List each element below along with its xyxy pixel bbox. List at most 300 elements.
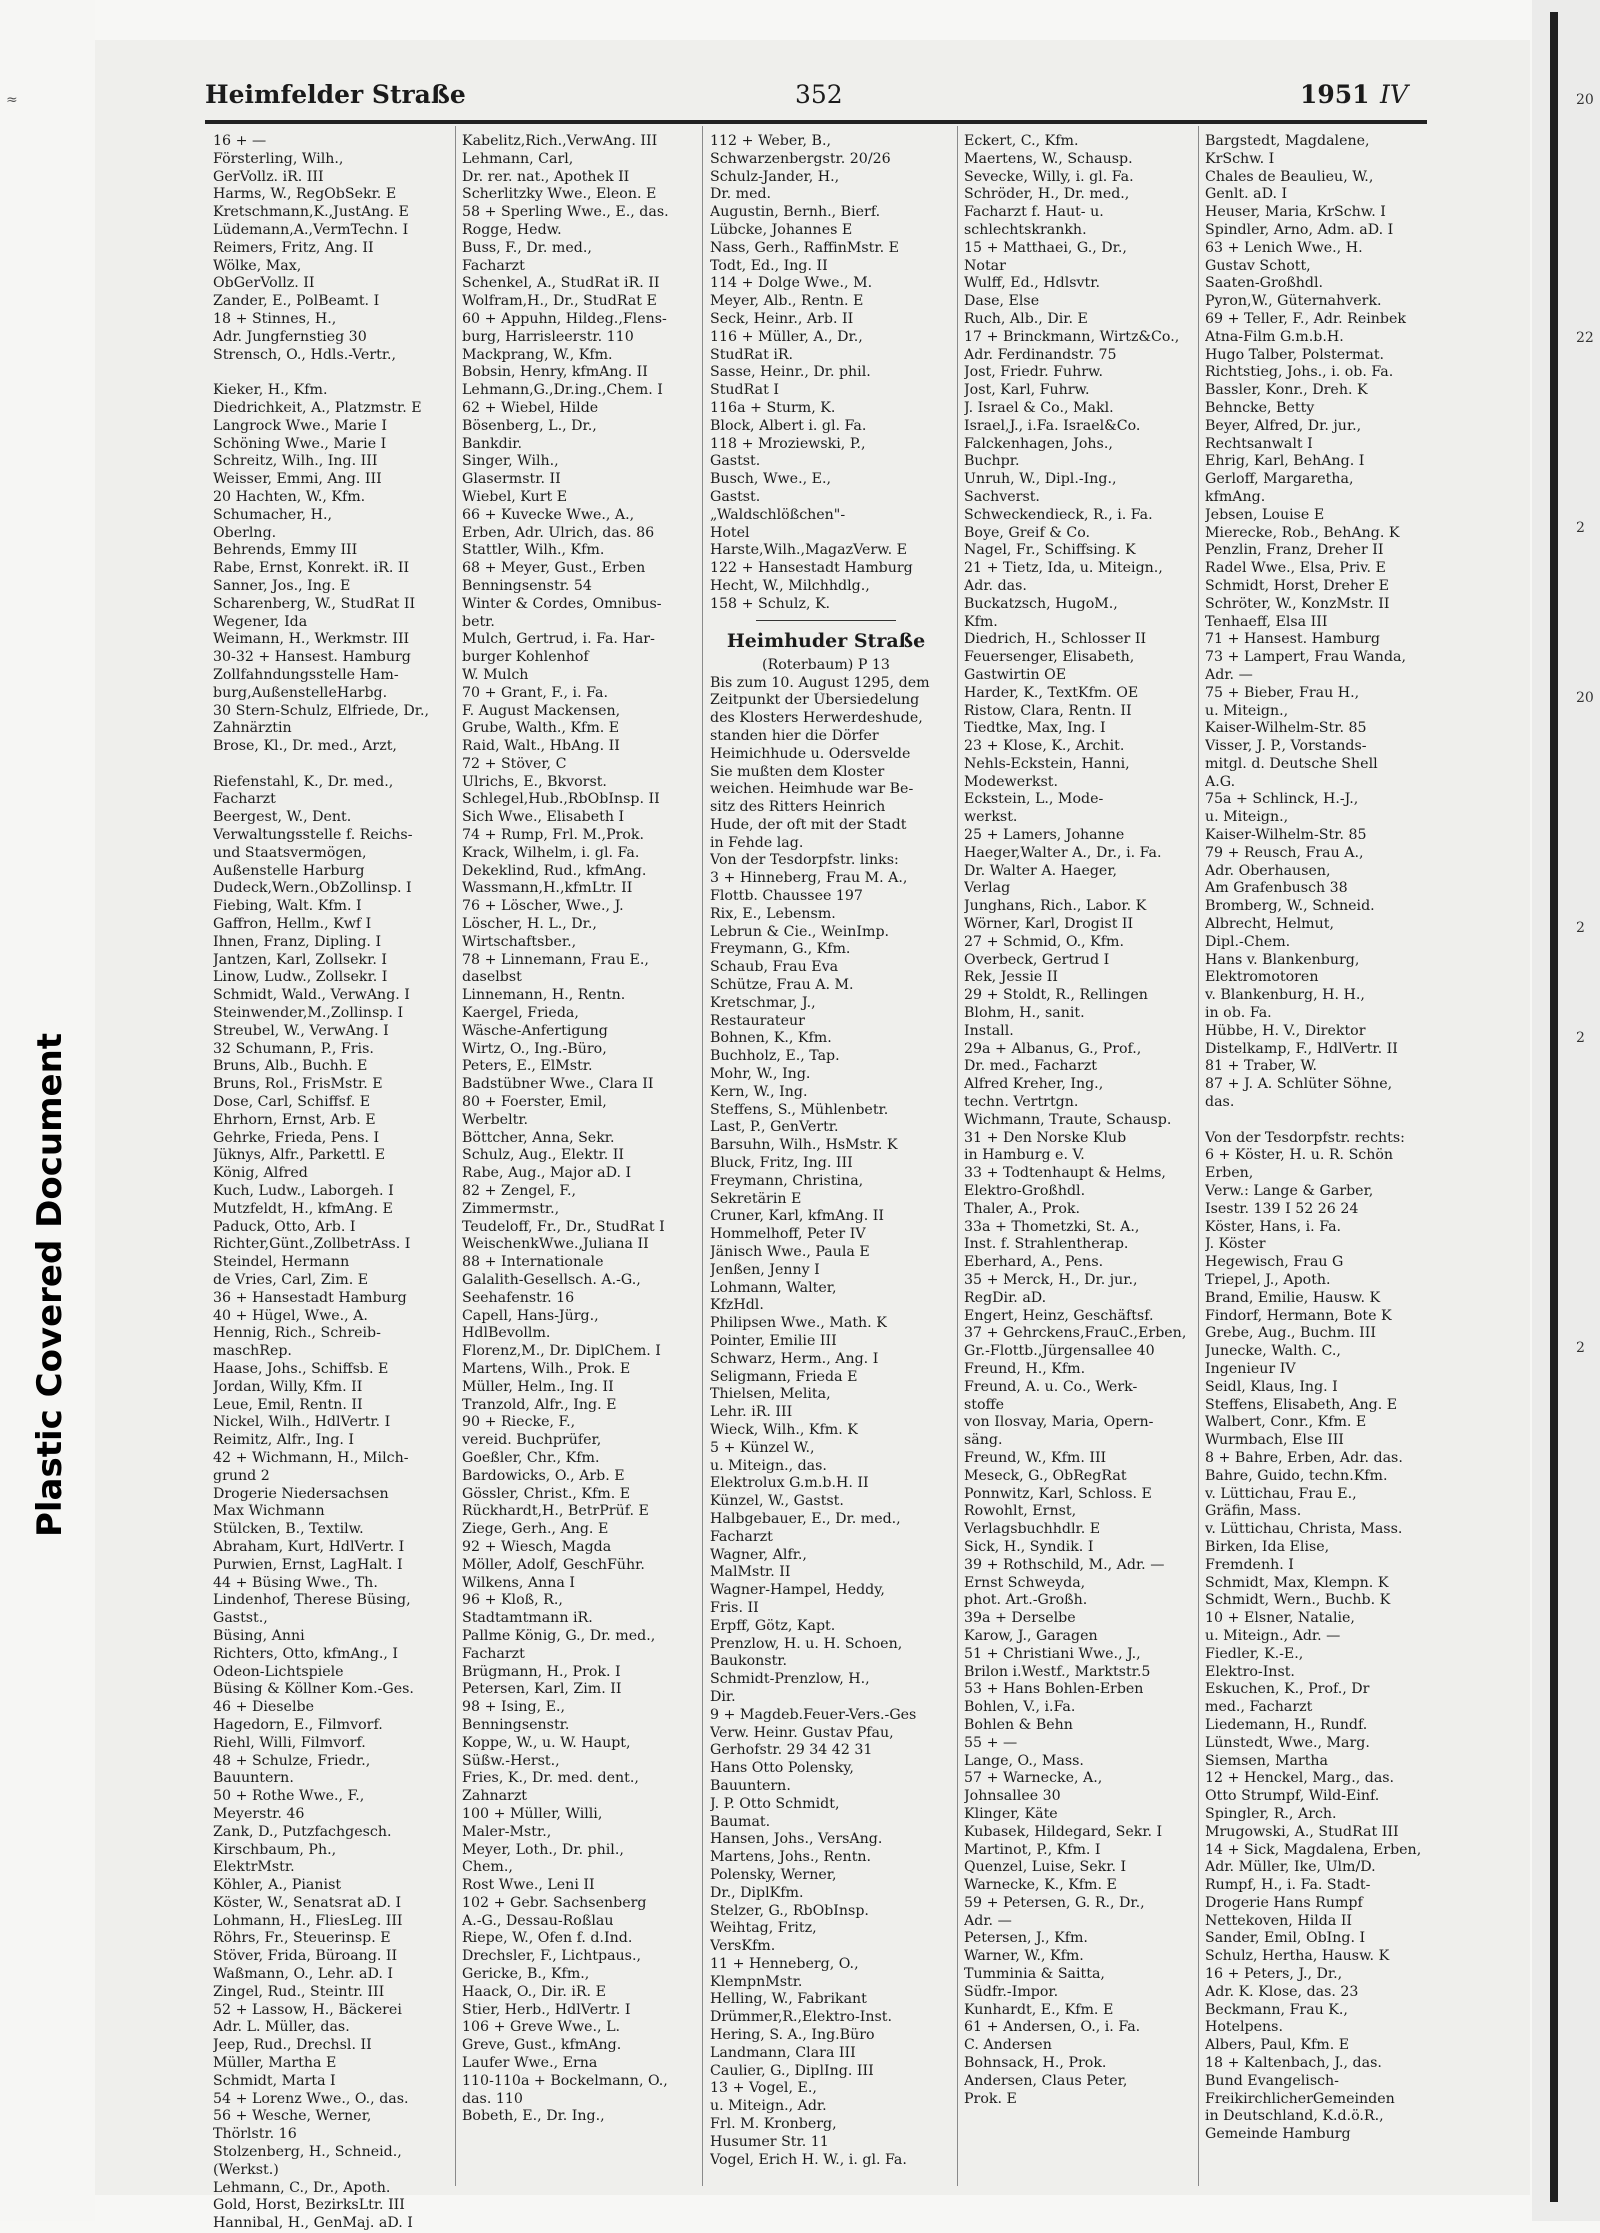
directory-entry: 39 + Rothschild, M., Adr. — [964,1556,1165,1573]
directory-entry: KlempnMstr. [710,1973,803,1990]
directory-entry: Dase, Else [964,293,1040,310]
directory-entry: 42 + Wichmann, H., Milch- [213,1449,409,1466]
directory-entry: 55 + — [964,1734,1018,1751]
directory-entry: 9 + Magdeb.Feuer-Vers.-Ges [710,1706,917,1723]
directory-entry: Verlag [964,880,1011,897]
directory-entry: Seligmann, Frieda E [710,1368,858,1385]
directory-entry: Buckatzsch, HugoM., [964,595,1118,612]
directory-entry: Husumer Str. 11 [710,2133,829,2150]
directory-entry: Wörner, Karl, Drogist II [964,916,1134,933]
directory-entry: Augustin, Bernh., Bierf. [710,204,881,221]
column-divider [957,126,958,2186]
directory-entry: Schmidt, Wald., VerwAng. I [213,987,410,1004]
directory-entry: 15 + Matthaei, G., Dr., [964,239,1127,256]
directory-entry: Ernst Schweyda, [964,1574,1086,1591]
directory-entry: Stadtamtmann iR. [462,1610,593,1627]
directory-entry: Bund Evangelisch- [1205,2072,1339,2089]
directory-entry: Albrecht, Helmut, [1205,916,1334,933]
directory-entry: Bobeth, E., Dr. Ing., [462,2108,605,2125]
directory-entry: Erpff, Götz, Kapt. [710,1617,836,1634]
directory-entry: burger Kohlenhof [462,649,589,666]
directory-entry: Künzel, W., Gastst. [710,1493,844,1510]
directory-entry: Jeep, Rud., Drechsl. II [213,2037,372,2054]
directory-entry: Hotel [710,524,750,541]
directory-entry: Singer, Wilh., [462,453,559,470]
directory-entry: 31 + Den Norske Klub [964,1129,1127,1146]
directory-entry: Todt, Ed., Ing. II [710,257,828,274]
directory-entry: Adr. das. [964,577,1027,594]
directory-entry: Elektro-Großhdl. [964,1183,1086,1200]
directory-entry: Teudeloff, Fr., Dr., StudRat I [462,1218,665,1235]
directory-entry: Adr. K. Klose, das. 23 [1205,1983,1359,2000]
directory-entry: Atna-Film G.m.b.H. [1205,328,1344,345]
directory-entry: u. Miteign., das. [710,1457,827,1474]
directory-entry: Rek, Jessie II [964,969,1058,986]
directory-entry: 50 + Rothe Wwe., F., [213,1788,365,1805]
column-divider [1198,126,1199,2186]
directory-entry: 69 + Teller, F., Adr. Reinbek [1205,310,1406,327]
directory-entry: Heimichhude u. Odersvelde [710,745,911,762]
directory-entry: Cruner, Karl, kfmAng. II [710,1208,884,1225]
directory-entry: Busch, Wwe., E., [710,471,831,488]
directory-entry: Kunhardt, E., Kfm. E [964,2001,1114,2018]
directory-entry: Rückhardt,H., BetrPrüf. E [462,1503,649,1520]
directory-entry: Install. [964,1022,1014,1039]
directory-entry: KrSchw. I [1205,150,1275,167]
directory-entry: v. Lüttichau, Frau E., [1205,1485,1357,1502]
directory-entry: RegDir. aD. [964,1289,1047,1306]
directory-entry: (Werkst.) [213,2161,279,2178]
directory-entry: Buchholz, E., Tap. [710,1048,840,1065]
directory-entry: Ponnwitz, Karl, Schloss. E [964,1485,1152,1502]
directory-entry: Helling, W., Fabrikant [710,1991,867,2008]
directory-entry: Bromberg, W., Schneid. [1205,898,1375,915]
directory-entry: u. Miteign., Adr. [710,2098,827,2115]
directory-entry: Gaffron, Hellm., Kwf I [213,916,372,933]
directory-entry: Ihnen, Franz, Dipling. I [213,933,382,950]
directory-entry: Sevecke, Willy, i. gl. Fa. [964,168,1134,185]
directory-entry: Purwien, Ernst, LagHalt. I [213,1556,403,1573]
directory-entry: Köhler, A., Pianist [213,1877,342,1894]
directory-entry: Chem., [462,1859,513,1876]
directory-entry: Zahnärztin [213,720,292,737]
directory-entry: Röhrs, Fr., Steuerinsp. E [213,1930,391,1947]
directory-entry: Seck, Heinr., Arb. II [710,310,854,327]
directory-entry: Richters, Otto, kfmAng., I [213,1645,398,1662]
directory-entry: von Ilosvay, Maria, Opern- [964,1414,1154,1431]
directory-entry: Dekeklind, Rud., kfmAng. [462,862,647,879]
directory-entry: Hans v. Blankenburg, [1205,951,1360,968]
directory-entry: Beergest, W., Dent. [213,809,352,826]
directory-entry: ObGerVollz. II [213,275,315,292]
right-page-edge [1532,0,1600,2221]
directory-entry: Warner, W., Kfm. [964,1948,1084,1965]
directory-entry: 92 + Wiesch, Magda [462,1538,612,1555]
directory-entry: Kern, W., Ing. [710,1083,808,1100]
directory-entry: kfmAng. [1205,488,1266,505]
directory-entry: Erben, [1205,1165,1254,1182]
directory-entry: Schulz-Jander, H., [710,168,840,185]
directory-entry: Drogerie Niedersachsen [213,1485,389,1502]
directory-entry: Schmidt, Marta I [213,2072,336,2089]
directory-entry: Sachverst. [964,488,1040,505]
directory-entry: Schröder, H., Dr. med., [964,186,1130,203]
directory-entry: Kaiser-Wilhelm-Str. 85 [1205,720,1367,737]
directory-entry: Adr. L. Müller, das. [213,2019,350,2036]
directory-entry: Riehl, Willi, Filmvorf. [213,1734,366,1751]
directory-entry: Gössler, Christ., Kfm. E [462,1485,631,1502]
directory-entry: mitgl. d. Deutsche Shell [1205,755,1378,772]
directory-entry: Brilon i.Westf., Marktstr.5 [964,1663,1151,1680]
directory-entry: Rost Wwe., Leni II [462,1877,595,1894]
directory-entry: v. Lüttichau, Christa, Mass. [1205,1521,1403,1538]
directory-entry: Hegewisch, Frau G [1205,1254,1344,1271]
directory-entry: Eberhard, A., Pens. [964,1254,1104,1271]
directory-entry: Blohm, H., sanit. [964,1005,1085,1022]
directory-entry: Adr. Ferdinandstr. 75 [964,346,1117,363]
directory-entry: Bauuntern. [710,1777,791,1794]
directory-entry: und Staatsvermögen, [213,844,367,861]
directory-entry: Freymann, Christina, [710,1172,864,1189]
directory-entry: Verw. Heinr. Gustav Pfau, [710,1724,894,1741]
directory-entry: Riefenstahl, K., Dr. med., [213,773,394,790]
directory-entry: Oberlng. [213,524,277,541]
directory-entry: Wegener, Ida [213,613,308,630]
directory-entry: Junecke, Walth. C., [1205,1343,1341,1360]
directory-entry: burg, Harrisleerstr. 110 [462,328,634,345]
directory-entry: 82 + Zengel, F., [462,1183,577,1200]
directory-entry: Ehrhorn, Ernst, Arb. E [213,1111,376,1128]
directory-entry: Wiebel, Kurt E [462,488,568,505]
directory-entry: Facharzt [710,1528,773,1545]
directory-entry: Chales de Beaulieu, W., [1205,168,1374,185]
directory-entry: Wirtschaftsber., [462,933,577,950]
directory-entry: Köster, Hans, i. Fa. [1205,1218,1342,1235]
directory-entry: Baukonstr. [710,1653,788,1670]
directory-entry: 18 + Kaltenbach, J., das. [1205,2055,1382,2072]
directory-entry [213,756,445,774]
directory-entry: Meyerstr. 46 [213,1805,305,1822]
directory-entry: Schmidt-Prenzlow, H., [710,1671,870,1688]
directory-entry: Lüdemann,A.,VermTechn. I [213,221,409,238]
directory-entry: Wieck, Wilh., Kfm. K [710,1421,858,1438]
directory-entry: 122 + Hansestadt Hamburg [710,560,913,577]
directory-entry: u. Miteign., [1205,809,1289,826]
directory-entry: Benningsenstr. 54 [462,577,592,594]
directory-entry: Fiebing, Walt. Kfm. I [213,898,362,915]
directory-entry: 33a + Thometzki, St. A., [964,1218,1140,1235]
directory-entry: Scherlitzky Wwe., Eleon. E [462,186,657,203]
directory-entry: 98 + Ising, E., [462,1699,565,1716]
directory-entry: Glasermstr. II [462,471,561,488]
directory-entry: Inst. f. Strahlentherap. [964,1236,1129,1253]
directory-entry: Sander, Emil, ObIng. I [1205,1930,1366,1947]
directory-entry: F. August Mackensen, [462,702,621,719]
directory-entry: Peters, E., ElMstr. [462,1058,593,1075]
directory-entry: 79 + Reusch, Frau A., [1205,844,1364,861]
directory-entry: 6 + Köster, H. u. R. Schön [1205,1147,1394,1164]
directory-entry: Heuser, Maria, KrSchw. I [1205,204,1386,221]
directory-entry: Brügmann, H., Prok. I [462,1663,621,1680]
directory-entry: Lebrun & Cie., WeinImp. [710,923,890,940]
directory-entry: Bruns, Rol., FrisMstr. E [213,1076,383,1093]
directory-entry: Weihtag, Fritz, [710,1920,817,1937]
directory-entry: Süßw.-Herst., [462,1752,560,1769]
directory-entry: säng. [964,1432,1003,1449]
directory-entry: werkst. [964,809,1018,826]
directory-entry: Jebsen, Louise E [1205,506,1325,523]
directory-entry: Dipl.-Chem. [1205,933,1291,950]
directory-entry: Von der Tesdorpfstr. rechts: [1205,1129,1405,1146]
directory-entry: Drümmer,R.,Elektro-Inst. [710,2009,892,2026]
directory-entry: Polensky, Werner, [710,1866,837,1883]
directory-entry: Israel,J., i.Fa. Israel&Co. [964,417,1141,434]
directory-entry: Stöver, Frida, Büroang. II [213,1948,398,1965]
directory-entry: 16 + — [213,133,267,149]
directory-entry: Gastwirtin OE [964,666,1067,683]
directory-entry: Bluck, Fritz, Ing. III [710,1155,853,1172]
directory-entry: VersKfm. [710,1938,776,1955]
directory-entry: Schweckendieck, R., i. Fa. [964,506,1153,523]
directory-entry: Hommelhoff, Peter IV [710,1226,866,1243]
directory-entry: Beckmann, Frau K., [1205,2001,1348,2018]
section-subtitle: (Roterbaum) P 13 [762,656,890,673]
column-5 [1205,133,1437,2144]
directory-entry: Sasse, Heinr., Dr. phil. [710,364,871,381]
directory-entry: des Klosters Herwerdeshude, [710,710,923,727]
directory-entry: Scharenberg, W., StudRat II [213,595,416,612]
directory-entry: Bassler, Konr., Dreh. K [1205,382,1368,399]
directory-entry: 8 + Bahre, Erben, Adr. das. [1205,1449,1403,1466]
directory-entry: daselbst [462,969,522,986]
directory-entry: 96 + Kloß, R., [462,1592,563,1609]
directory-entry: 23 + Klose, K., Archit. [964,738,1125,755]
directory-entry: C. Andersen [964,2037,1052,2054]
directory-entry: 29a + Albanus, G., Prof., [964,1040,1142,1057]
directory-entry: 33 + Todtenhaupt & Helms, [964,1165,1166,1182]
directory-entry: Rabe, Aug., Major aD. I [462,1165,632,1182]
directory-entry: Triepel, J., Apoth. [1205,1272,1331,1288]
page-header [205,78,1425,118]
directory-entry: 53 + Hans Bohlen-Erben [964,1681,1144,1698]
edge-number: 2 [1576,920,1585,936]
directory-entry: Thielsen, Melita, [710,1386,831,1403]
directory-entry: 110-110a + Bockelmann, O., [462,2072,668,2089]
directory-entry: Mackprang, W., Kfm. [462,346,613,363]
directory-entry: Wäsche-Anfertigung [462,1022,608,1039]
directory-entry: Capell, Hans-Jürg., [462,1307,599,1324]
directory-entry: Visser, J. P., Vorstands- [1205,738,1367,755]
directory-entry: 52 + Lassow, H., Bäckerei [213,2001,402,2018]
directory-entry: Werbeltr. [462,1111,529,1128]
directory-entry: Landmann, Clara III [710,2044,856,2061]
directory-entry: Andersen, Claus Peter, [964,2072,1128,2089]
directory-entry: 66 + Kuvecke Wwe., A., [462,506,635,523]
directory-entry: Dr. Walter A. Haeger, [964,862,1118,879]
directory-entry: Weimann, H., Werkmstr. III [213,631,410,648]
directory-entry: Facharzt [213,791,276,808]
directory-entry: Fries, K., Dr. med. dent., [462,1770,639,1787]
directory-entry: Gastst. [710,453,761,470]
directory-entry: Wagner, Alfr., [710,1546,807,1563]
directory-entry: Mrugowski, A., StudRat III [1205,1823,1399,1840]
directory-entry: Spingler, R., Arch. [1205,1805,1337,1822]
directory-entry: 116a + Sturm, K. [710,399,836,416]
directory-entry: 81 + Traber, W. [1205,1058,1317,1075]
directory-entry: Max Wichmann [213,1503,325,1520]
directory-entry [1205,1112,1437,1130]
directory-entry: Engert, Heinz, Geschäftsf. [964,1307,1154,1324]
column-divider [702,126,703,2186]
directory-entry: Wichmann, Traute, Schausp. [964,1111,1172,1128]
directory-entry: Krack, Wilhelm, i. gl. Fa. [462,844,640,861]
directory-entry: 57 + Warnecke, A., [964,1770,1103,1787]
directory-entry: Siemsen, Martha [1205,1752,1329,1769]
directory-entry: Zander, E., PolBeamt. I [213,293,380,310]
directory-entry: Linow, Ludw., Zollsekr. I [213,969,388,986]
directory-entry: Sanner, Jos., Ing. E [213,577,351,594]
directory-entry: Meyer, Alb., Rentn. E [710,293,864,310]
directory-entry: Bobsin, Henry, kfmAng. II [462,364,648,381]
directory-entry: 106 + Greve Wwe., L. [462,2019,621,2036]
directory-entry: Bohnsack, H., Prok. [964,2055,1107,2072]
directory-entry: Freund, W., Kfm. III [964,1449,1107,1466]
left-margin-mark: ≈ [6,92,18,108]
directory-entry: 29 + Stoldt, R., Rellingen [964,987,1148,1004]
directory-entry: Schmidt, Max, Klempn. K [1205,1574,1389,1591]
directory-entry: Freund, A. u. Co., Werk- [964,1378,1138,1395]
directory-entry: Diedrichkeit, A., Platzmstr. E [213,399,422,416]
directory-entry: Schulz, Hertha, Hausw. K [1205,1948,1390,1965]
directory-entry: Gemeinde Hamburg [1205,2126,1351,2143]
directory-entry: weichen. Heimhude war Be- [710,781,914,798]
directory-entry: Kirschbaum, Ph., [213,1841,337,1858]
directory-entry: Junghans, Rich., Labor. K [964,898,1147,915]
directory-entry: 51 + Christiani Wwe., J., [964,1645,1141,1662]
directory-entry: Sie mußten dem Kloster [710,763,885,780]
directory-entry: Hotelpens. [1205,2019,1283,2036]
directory-entry: Schumacher, H., [213,506,332,523]
directory-entry: Von der Tesdorpfstr. links: [710,852,899,869]
directory-entry: Hannibal, H., GenMaj. aD. I [213,2215,413,2232]
directory-entry: Saaten-Großhdl. [1205,275,1324,292]
directory-entry: Bargstedt, Magdalene, [1205,133,1370,149]
directory-entry: Galalith-Gesellsch. A.-G., [462,1272,641,1288]
directory-entry: W. Mulch [462,666,529,683]
directory-entry: Nagel, Fr., Schiffsing. K [964,542,1136,559]
directory-entry: Lindenhof, Therese Büsing, [213,1592,411,1609]
directory-entry: Alfred Kreher, Ing., [964,1076,1104,1093]
directory-entry: Pallme König, G., Dr. med., [462,1627,656,1644]
directory-entry: 61 + Andersen, O., i. Fa. [964,2019,1141,2036]
directory-entry: Feuersenger, Elisabeth, [964,649,1135,666]
directory-entry: Frl. M. Kronberg, [710,2116,837,2133]
directory-entry: Rowohlt, Ernst, [964,1503,1077,1520]
directory-entry: stoffe [964,1396,1004,1413]
directory-entry: Gerhofstr. 29 34 42 31 [710,1742,873,1759]
directory-entry: Hagedorn, E., Filmvorf. [213,1716,383,1733]
directory-entry: Linnemann, H., Rentn. [462,987,626,1004]
directory-entry: Falckenhagen, Johs., [964,435,1113,452]
directory-entry: Schlegel,Hub.,RbObInsp. II [462,791,660,808]
directory-entry: Stier, Herb., HdlVertr. I [462,2001,631,2018]
directory-entry: Drechsler, F., Lichtpaus., [462,1948,641,1965]
directory-entry: Sekretärin E [710,1190,802,1207]
directory-entry: Haeger,Walter A., Dr., i. Fa. [964,844,1162,861]
directory-entry: 62 + Wiebel, Hilde [462,399,599,416]
directory-entry: Facharzt [462,257,525,274]
directory-entry: Jost, Karl, Fuhrw. [964,382,1090,399]
directory-entry: in Fehde lag. [710,834,804,851]
directory-entry: u. Miteign., Adr. — [1205,1627,1341,1644]
page-gutter [1550,12,1558,2202]
directory-entry: 17 + Brinckmann, Wirtz&Co., [964,328,1180,345]
directory-entry: Behncke, Betty [1205,399,1315,416]
directory-entry: 25 + Lamers, Johanne [964,827,1125,844]
directory-entry: Ziege, Gerh., Ang. E [462,1521,609,1538]
directory-entry: Freymann, G., Kfm. [710,941,851,958]
directory-entry: Dr. med. [710,186,772,203]
directory-entry: Büsing, Anni [213,1627,305,1644]
directory-entry: GerVollz. iR. III [213,168,324,185]
directory-entry: 40 + Hügel, Wwe., A. [213,1307,368,1324]
directory-entry: Harms, W., RegObSekr. E [213,186,397,203]
directory-entry: Martinot, P., Kfm. I [964,1841,1101,1858]
section-title: Heimhuder Straße [726,629,926,652]
directory-entry: Lehmann,G.,Dr.ing.,Chem. I [462,382,663,399]
directory-entry: Seehafenstr. 16 [462,1289,575,1306]
directory-entry: 73 + Lampert, Frau Wanda, [1205,649,1407,666]
directory-entry: Liedemann, H., Rundf. [1205,1716,1368,1733]
directory-entry: Schenkel, A., StudRat iR. II [462,275,660,292]
directory-entry: 71 + Hansest. Hamburg [1205,631,1380,648]
directory-entry: Paduck, Otto, Arb. I [213,1218,356,1235]
directory-entry: Nehls-Eckstein, Hanni, [964,755,1130,772]
directory-entry: FreikirchlicherGemeinden [1205,2090,1395,2107]
directory-entry: 14 + Sick, Magdalena, Erben, [1205,1841,1422,1858]
directory-entry: Bauuntern. [213,1770,294,1787]
directory-entry: Baumat. [710,1813,771,1830]
directory-entry: Kaiser-Wilhelm-Str. 85 [1205,827,1367,844]
directory-entry: 12 + Henckel, Marg., das. [1205,1770,1395,1787]
directory-entry: Walbert, Conr., Kfm. E [1205,1414,1367,1431]
directory-entry: in Deutschland, K.d.ö.R., [1205,2108,1384,2125]
directory-entry: u. Miteign., [1205,702,1289,719]
directory-entry: Wölke, Max, [213,257,302,274]
directory-entry: 68 + Meyer, Gust., Erben [462,560,646,577]
directory-entry: 21 + Tietz, Ida, u. Miteign., [964,560,1163,577]
directory-entry: Dose, Carl, Schiffsf. E [213,1094,371,1111]
directory-entry: 54 + Lorenz Wwe., O., das. [213,2090,409,2107]
directory-entry: Eckstein, L., Mode- [964,791,1104,808]
directory-entry: 30-32 + Hansest. Hamburg [213,649,411,666]
directory-entry: Adr. Oberhausen, [1205,862,1331,879]
header-page-number: 352 [795,80,843,109]
directory-entry: 46 + Dieselbe [213,1699,314,1716]
directory-entry: 3 + Hinneberg, Frau M. A., [710,870,908,887]
directory-entry: 36 + Hansestadt Hamburg [213,1289,407,1306]
directory-entry: Martens, Johs., Rentn. [710,1849,872,1866]
directory-entry: 87 + J. A. Schlüter Söhne, [1205,1076,1393,1093]
directory-entry: Tranzold, Alfr., Ing. E [462,1396,617,1413]
directory-entry: Dr. med., Facharzt [964,1058,1097,1075]
directory-entry: Haase, Johs., Schiffsb. E [213,1360,389,1377]
directory-entry: Sick, H., Syndik. I [964,1538,1094,1555]
directory-entry: Stolzenberg, H., Schneid., [213,2144,402,2161]
directory-entry: Winter & Cordes, Omnibus- [462,595,662,612]
directory-entry: Elektromotoren [1205,969,1319,986]
directory-entry: Richter,Günt.,ZollbetrAss. I [213,1236,411,1253]
